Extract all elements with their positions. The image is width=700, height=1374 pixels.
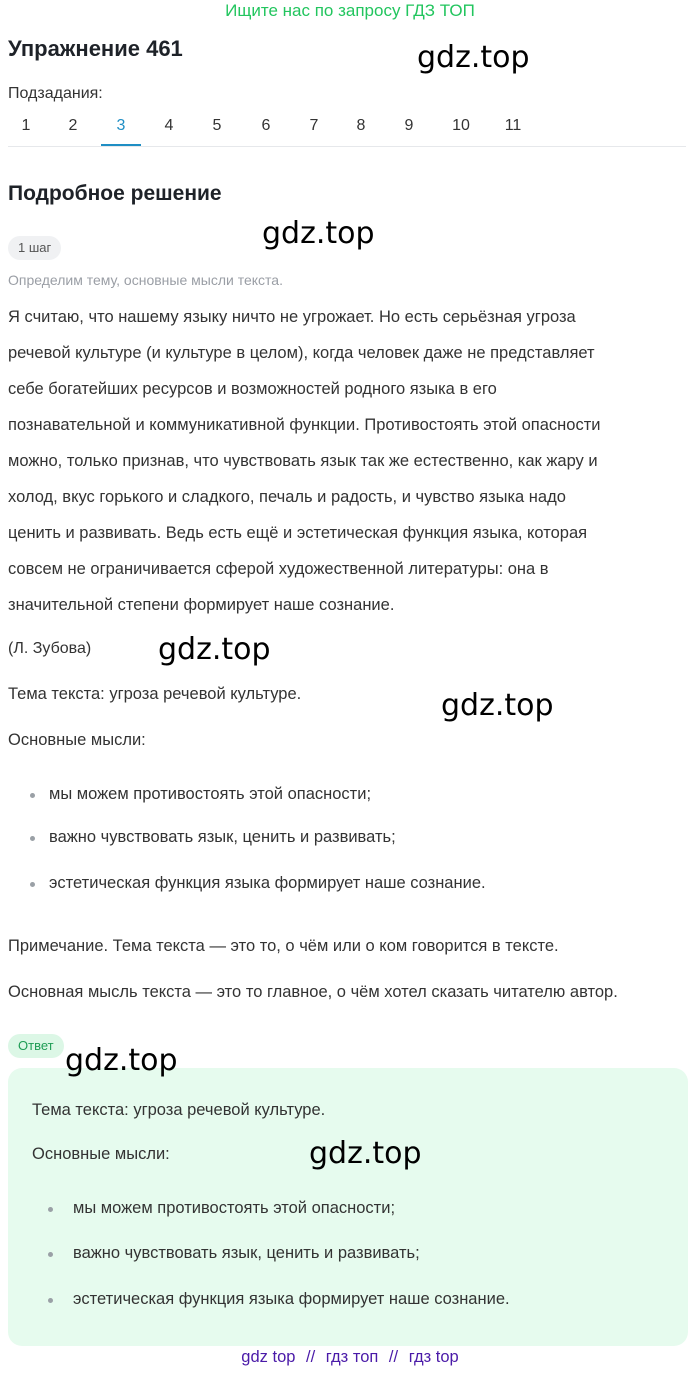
tab-4[interactable]: 4 xyxy=(164,117,174,134)
text-line: холод, вкус горького и сладкого, печаль и радость, и чувство языка надо xyxy=(8,488,566,506)
footer-link[interactable]: гдз top xyxy=(408,1348,459,1366)
bullet-dot xyxy=(30,793,35,798)
bottom-links xyxy=(0,1348,700,1367)
tab-9[interactable]: 9 xyxy=(404,117,414,134)
watermark: gdz.top xyxy=(262,216,375,251)
text-line: речевой культуре (и культуре в целом), когда человек даже не представляет xyxy=(8,344,595,362)
step-description: Определим тему, основные мысли текста. xyxy=(8,272,283,288)
subtask-tabs xyxy=(8,110,686,147)
list-item: мы можем противостоять этой опасности; xyxy=(49,785,372,803)
list-item: мы можем противостоять этой опасности; xyxy=(73,1199,396,1217)
answer-badge: Ответ xyxy=(8,1034,64,1058)
link-separator: // xyxy=(306,1348,316,1366)
search-banner: Ищите нас по запросу ГДЗ ТОП xyxy=(225,1,475,20)
tab-10[interactable]: 10 xyxy=(452,117,470,134)
footer-link[interactable]: гдз топ xyxy=(325,1348,379,1366)
note-theme: Примечание. Тема текста — это то, о чём или о ком говорится в тексте. xyxy=(8,937,559,955)
answer-theme: Тема текста: угроза речевой культуре. xyxy=(32,1101,326,1119)
tab-11[interactable]: 11 xyxy=(504,117,522,134)
tab-1[interactable]: 1 xyxy=(21,117,31,134)
theme-text: Тема текста: угроза речевой культуре. xyxy=(8,685,302,703)
watermark: gdz.top xyxy=(309,1136,422,1171)
text-line: совсем не ограничивается сферой художественной литературы: она в xyxy=(8,560,549,578)
text-line: Я считаю, что нашему языку ничто не угрожает. Но есть серьёзная угроза xyxy=(8,308,576,326)
text-line: себе богатейших ресурсов и возможностей родного языка в его xyxy=(8,380,497,398)
link-separator: // xyxy=(388,1348,399,1366)
tab-3[interactable]: 3 xyxy=(101,110,141,146)
note-main-idea: Основная мысль текста — это то главное, о чём хотел сказать читателю автор. xyxy=(8,983,618,1001)
watermark: gdz.top xyxy=(158,632,271,667)
author: (Л. Зубова) xyxy=(8,640,92,657)
list-item: эстетическая функция языка формирует наше сознание. xyxy=(73,1290,510,1308)
watermark: gdz.top xyxy=(441,688,554,723)
tab-5[interactable]: 5 xyxy=(212,117,222,134)
list-item: важно чувствовать язык, ценить и развивать; xyxy=(73,1244,420,1262)
tab-8[interactable]: 8 xyxy=(356,117,366,134)
bullet-dot xyxy=(48,1252,53,1257)
tab-2[interactable]: 2 xyxy=(68,117,78,134)
tab-6[interactable]: 6 xyxy=(261,117,271,134)
list-item: важно чувствовать язык, ценить и развивать; xyxy=(49,828,396,846)
footer-link[interactable]: gdz top xyxy=(241,1348,296,1366)
list-item: эстетическая функция языка формирует наше сознание. xyxy=(49,874,486,892)
watermark: gdz.top xyxy=(417,40,530,75)
text-line: познавательной и коммуникативной функции. Противостоять этой опасности xyxy=(8,416,601,434)
bullet-dot xyxy=(48,1207,53,1212)
watermark: gdz.top xyxy=(65,1043,178,1078)
bullet-dot xyxy=(30,882,35,887)
text-line: можно, только признав, что чувствовать язык так же естественно, как жару и xyxy=(8,452,598,470)
tab-7[interactable]: 7 xyxy=(309,117,319,134)
solution-heading: Подробное решение xyxy=(8,182,222,205)
text-line: значительной степени формирует наше сознание. xyxy=(8,596,395,614)
subtasks-label: Подзадания: xyxy=(8,85,103,102)
page-title: Упражнение 461 xyxy=(8,36,183,61)
bullet-dot xyxy=(30,836,35,841)
main-ideas-label: Основные мысли: xyxy=(8,731,146,749)
source-text xyxy=(8,299,698,623)
answer-main-ideas-label: Основные мысли: xyxy=(32,1145,170,1163)
bullet-dot xyxy=(48,1298,53,1303)
step-badge: 1 шаг xyxy=(8,236,61,260)
text-line: ценить и развивать. Ведь есть ещё и эстетическая функция языка, которая xyxy=(8,524,588,542)
